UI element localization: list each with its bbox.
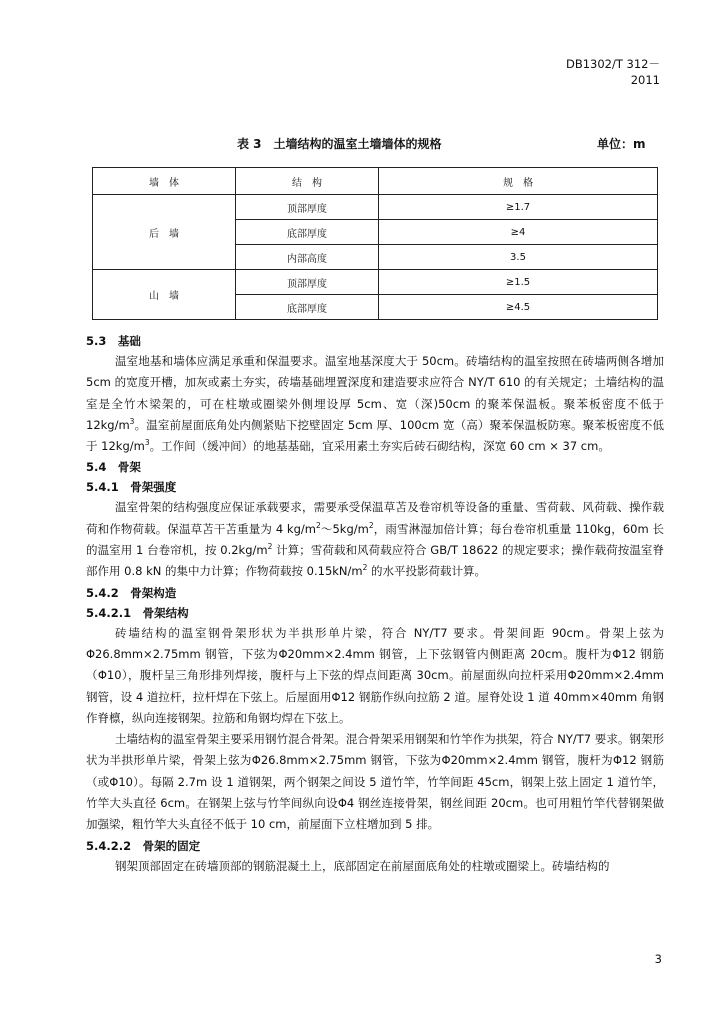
heading-5-4-1: 5.4.1 骨架强度 [86,480,177,495]
heading-5-4: 5.4 骨架 [86,460,141,475]
spec-cell: ≥4 [379,220,658,245]
text-run: 的水平投影荷载计算。 [367,564,487,579]
spec-cell: ≥1.5 [379,270,658,295]
superscript: 2 [315,520,321,530]
spec-cell: 3.5 [379,245,658,270]
text-run: ，雨雪淋湿加倍计算；每台卷帘机重量 110kg，60m 长的温室用 1 台卷帘机，按 0.2kg/m [86,521,664,558]
heading-5-4-2-1: 5.4.2.1 骨架结构 [86,605,189,620]
text-run: ～5kg/m [320,521,369,536]
superscript: 3 [144,438,150,448]
wall-spec-table [92,167,658,320]
spec-cell: ≥1.7 [379,195,658,220]
structure-cell: 内部高度 [236,245,379,270]
heading-5-4-2: 5.4.2 骨架构造 [86,585,177,600]
back-wall-cell: 后 墙 [93,195,236,270]
heading-5-3: 5.3 基础 [86,334,141,348]
table-row [93,270,658,295]
header-structure: 结 构 [236,168,379,195]
text-run: 。工作间（缓冲间）的地基基础，宜采用素土夯实后砖石砌结构，深宽 60 cm × 37 cm。 [149,439,610,454]
structure-cell: 顶部厚度 [236,195,379,220]
table-title: 表 3 土墙结构的温室土墙墙体的规格 [237,137,442,151]
superscript: 2 [362,563,368,573]
document-code-line-2: 2011 [630,73,660,87]
structure-cell: 底部厚度 [236,220,379,245]
structure-cell: 顶部厚度 [236,270,379,295]
document-code [566,56,660,88]
superscript: 3 [129,416,135,426]
spec-cell: ≥4.5 [379,295,658,320]
paragraph-foundation [86,351,664,457]
paragraph-frame-fixing: 钢架顶部固定在砖墙顶部的钢筋混凝土上，底部固定在前屋面底角处的柱墩或圈梁上。砖墙结构的 [115,858,610,873]
heading-5-4-2-2: 5.4.2.2 骨架的固定 [86,838,201,853]
table-row [93,195,658,220]
side-wall-cell: 山 墙 [93,270,236,320]
page-number: 3 [654,952,662,966]
paragraph-frame-strength [86,497,664,582]
superscript: 2 [368,520,374,530]
document-code-line-1: DB1302/T 312－ [565,57,660,71]
structure-cell: 底部厚度 [236,295,379,320]
paragraph-brick-frame: 砖墙结构的温室钢骨架形状为半拱形单片梁，符合 NY/T7 要求。骨架间距 90cm。骨架上弦为Φ26.8mm×2.75mm 钢管，下弦为Φ20mm×2.4mm 钢管，上下弦钢管内侧距离 20cm。腹杆为Φ12 钢筋（Φ10），腹杆呈三角形排列焊接，腹杆与上下弦的焊点间距离 30cm。前屋面纵向拉杆采用Φ20mm×2.4mm 钢管，设 4 道拉杆，拉杆焊在下弦上。后屋面用Φ12 钢筋作纵向拉筋 2 道。屋脊处设 1 道 40mm×40mm 角钢作脊檩，纵向连接钢架。拉筋和角钢均焊在下弦上。 [86,625,664,725]
table-unit: 单位：m [597,137,646,151]
header-spec: 规 格 [379,168,658,195]
text-run: 计算；雪荷载和风荷载应符合 GB/T 18622 的规定要求；操作载荷按温室脊部作用 0.8 kN 的集中力计算；作物荷载按 0.15kN/m [86,543,664,579]
text-run: 温室骨架的结构强度应保证承载要求，需要承受保温草苫及卷帘机等设备的重量、雪荷载、风荷载、操作载荷和作物荷载。保温草苫干苫重量为 4 kg/m [86,500,664,536]
table-header-row [93,168,658,195]
text-run: 。温室前屋面底角处内侧紧贴下挖壁固定 5cm 厚、100cm 宽（高）聚苯保温板防寒。聚苯板密度不低于 12kg/m [86,417,664,454]
paragraph-earth-frame: 土墙结构的温室骨架主要采用钢竹混合骨架。混合骨架采用钢架和竹竿作为拱架，符合 NY/T7 要求。钢架形状为半拱形单片梁，骨架上弦为Φ26.8mm×2.75mm 钢管，下弦为Φ20mm×2.4mm 钢管，腹杆为Φ12 钢筋（或Φ10）。每隔 2.7m 设 1 道钢架，两个钢架之间设 5 道竹竿，竹竿间距 45cm，钢架上弦上固定 1 道竹竿，竹竿大头直径 6cm。在钢架上弦与竹竿间纵向设Φ4 钢丝连接骨架，钢丝间距 20cm。也可用粗竹竿代替钢架做加强梁，粗竹竿大头直径不低于 10 cm，前屋面下立柱增加到 5 排。 [86,732,664,832]
superscript: 2 [267,542,273,552]
text-run: 温室地基和墙体应满足承重和保温要求。温室地基深度大于 50cm。砖墙结构的温室按照在砖墙两侧各增加 5cm 的宽度开槽，加灰或素土夯实，砖墙基础埋置深度和建造要求应符合 NY/T 610 的有关规定；土墙结构的温室是全竹木梁架的，可在柱墩或圈梁外侧埋设厚 5cm、宽（深)50cm 的聚苯保温板。聚苯板密度不低于 12kg/m [86,354,664,432]
body-content [86,331,664,877]
header-wall: 墙 体 [93,168,236,195]
